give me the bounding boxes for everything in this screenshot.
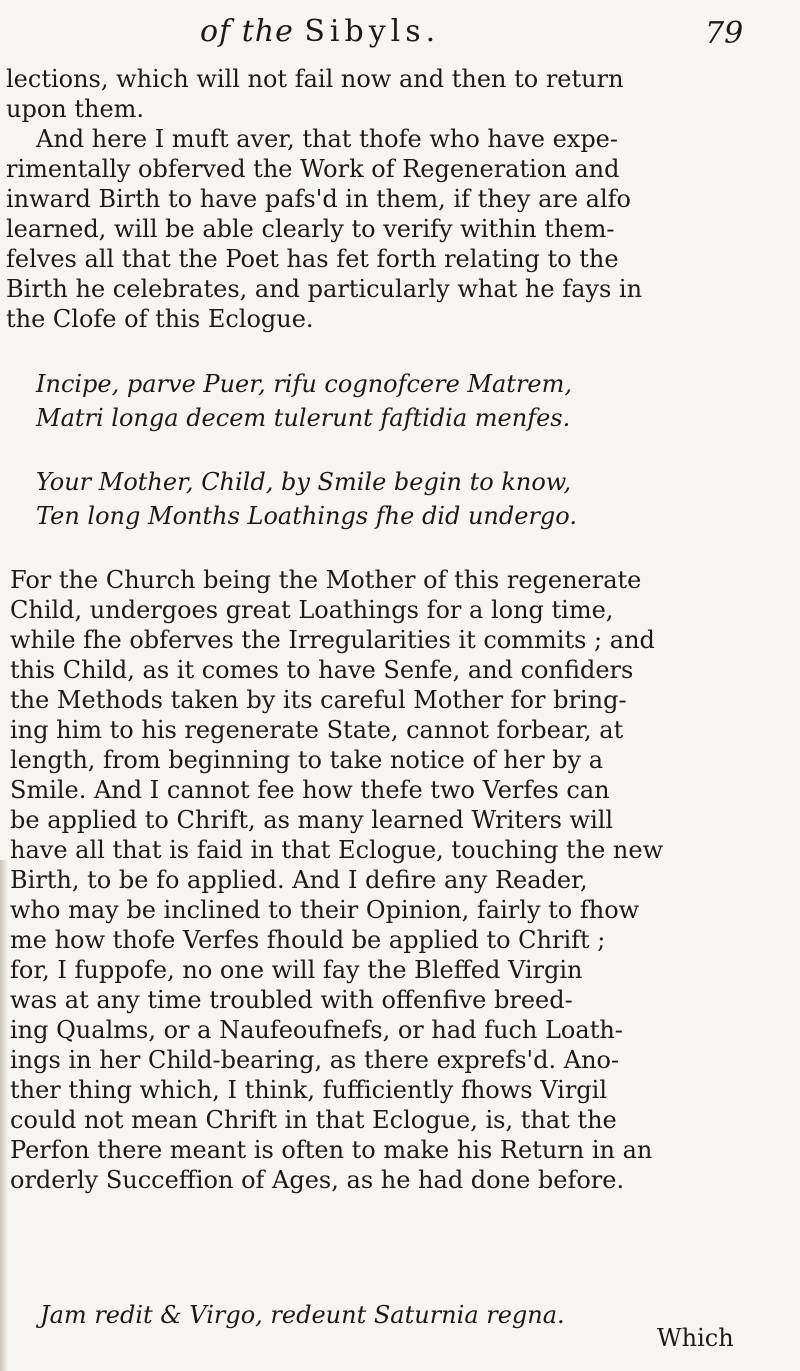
text-line: ing him to his regenerate State, cannot forbear, at [10, 716, 624, 744]
running-title-prefix: of the [200, 14, 305, 49]
text-line: who may be inclined to their Opinion, fairly to fhow [10, 896, 640, 924]
text-line: And here I muft aver, that thofe who have expe- [36, 125, 618, 153]
text-line: length, from beginning to take notice of her by a [10, 746, 604, 774]
page-number: 79 [705, 16, 744, 51]
text-line: be applied to Chrift, as many learned Writers will [10, 806, 614, 834]
page-gutter-shadow [0, 860, 8, 1371]
page-header [0, 8, 800, 58]
latin-verse-line: Incipe, parve Puer, rifu cognofcere Matrem, [36, 370, 573, 398]
text-line: For the Church being the Mother of this regenerate [10, 566, 642, 594]
text-line: could not mean Chrift in that Eclogue, is, that the [10, 1106, 617, 1134]
text-line: for, I fuppofe, no one will fay the Bleffed Virgin [10, 956, 583, 984]
text-line: ings in her Child-bearing, as there exprefs'd. Ano- [10, 1046, 620, 1074]
text-line: while fhe obferves the Irregularities it commits ; and [10, 626, 655, 654]
text-line: learned, will be able clearly to verify within them- [6, 215, 615, 243]
text-line: Birth, to be fo applied. And I defire any Reader, [10, 866, 588, 894]
text-line: ther thing which, I think, fufficiently fhows Virgil [10, 1076, 608, 1104]
text-line: the Methods taken by its careful Mother for bring- [10, 686, 627, 714]
text-line: Birth he celebrates, and particularly what he fays in [6, 275, 643, 303]
text-line: rimentally obferved the Work of Regeneration and [6, 155, 620, 183]
text-line: Smile. And I cannot fee how thefe two Verfes can [10, 776, 610, 804]
english-verse-line: Ten long Months Loathings fhe did undergo. [36, 502, 577, 530]
latin-verse-line: Jam redit & Virgo, redeunt Saturnia regna. [40, 1301, 565, 1329]
text-line: upon them. [6, 95, 145, 123]
text-line: lections, which will not fail now and then to return [6, 65, 624, 93]
text-line: the Clofe of this Eclogue. [6, 305, 314, 333]
text-line: inward Birth to have pafs'd in them, if they are alfo [6, 185, 631, 213]
text-line: have all that is faid in that Eclogue, touching the new [10, 836, 664, 864]
text-line: was at any time troubled with offenfive breed- [10, 986, 573, 1014]
text-line: ing Qualms, or a Naufeoufnefs, or had fuch Loath- [10, 1016, 623, 1044]
running-title-caps: Sibyls. [304, 14, 441, 49]
text-line: this Child, as it comes to have Senfe, and confiders [10, 656, 634, 684]
text-line: felves all that the Poet has fet forth relating to the [6, 245, 619, 273]
catchword: Which [657, 1324, 734, 1352]
text-line: Child, undergoes great Loathings for a long time, [10, 596, 614, 624]
text-line: me how thofe Verfes fhould be applied to Chrift ; [10, 926, 606, 954]
english-verse-line: Your Mother, Child, by Smile begin to know, [36, 468, 572, 496]
text-line: orderly Succeffion of Ages, as he had done before. [10, 1166, 625, 1194]
running-title [200, 14, 440, 49]
latin-verse-line: Matri longa decem tulerunt faftidia menfes. [36, 404, 571, 432]
text-line: Perfon there meant is often to make his Return in an [10, 1136, 653, 1164]
